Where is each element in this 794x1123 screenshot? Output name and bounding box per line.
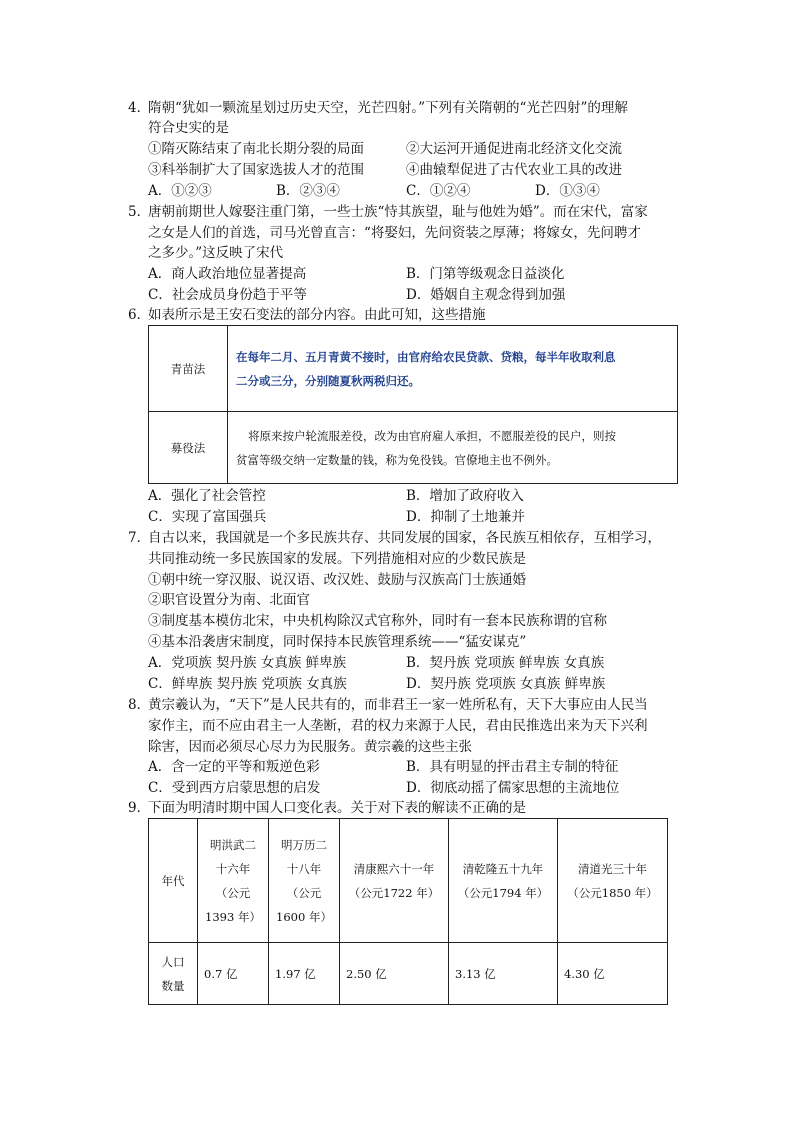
period-line: 清乾隆五十九年 (462, 861, 544, 876)
q4-option-a: A．①②③ (148, 183, 212, 199)
q6-option-c: C．实现了富国强兵 (148, 509, 267, 525)
q5-number: 5． (128, 204, 151, 220)
q8-stem-line1: 黄宗羲认为，“天下”是人民共有的，而非君王一家一姓所私有，天下大事应由人民当 (148, 697, 648, 713)
q4-item-2: ②大运河开通促进南北经济文化交流 (406, 141, 622, 157)
q7-item-4: ④基本沿袭唐宋制度，同时保持本民族管理系统——“猛安谋克” (148, 634, 527, 650)
population-value: 1.97 亿 (269, 943, 340, 1005)
q7-item-3: ③制度基本模仿北宋，中央机构除汉式官称外，同时有一套本民族称谓的官称 (148, 613, 607, 629)
period-line: 1600 年） (276, 909, 332, 924)
q7-item-2: ②职官设置分为南、北面官 (148, 592, 310, 608)
q8-option-d: D．彻底动摇了儒家思想的主流地位 (406, 780, 620, 796)
q6-number: 6． (128, 307, 151, 323)
table-row (149, 326, 678, 412)
period-line: （公元 (215, 885, 251, 900)
population-value: 4.30 亿 (558, 943, 668, 1005)
q5-stem-line1: 唐朝前期世人嫁娶注重门第，一些士族“恃其族望，耻与他姓为婚”。而在宋代，富家 (148, 204, 648, 220)
q4-number: 4． (128, 100, 151, 116)
period-line: （公元1850 年） (567, 885, 658, 900)
period-line: 十八年 (286, 861, 322, 876)
reform-name-muyi: 募役法 (149, 412, 228, 484)
period-line: 十六年 (215, 861, 251, 876)
reform-desc-line1: 将原来按户轮流服差役，改为由官府雇人承担，不愿服差役的民户，则按 (248, 428, 616, 443)
q5-option-c: C．社会成员身份趋于平等 (148, 287, 307, 303)
period-line: 明万历二 (281, 837, 327, 852)
q7-number: 7． (128, 530, 151, 546)
reform-desc-qingmiao (228, 326, 678, 412)
header-era: 年代 (149, 819, 198, 943)
reform-desc-line1: 在每年二月、五月青黄不接时，由官府给农民贷款、贷粮，每半年收取利息 (236, 349, 616, 364)
q6-reform-table (148, 325, 678, 484)
q8-number: 8． (128, 697, 151, 713)
q7-option-a: A．党项族 契丹族 女真族 鲜卑族 (148, 655, 347, 671)
q5-option-d: D．婚姻自主观念得到加强 (406, 287, 566, 303)
q7-stem-line1: 自古以来，我国就是一个多民族共存、共同发展的国家，各民族互相依存，互相学习， (148, 530, 661, 546)
q9-stem: 下面为明清时期中国人口变化表。关于对下表的解读不正确的是 (148, 800, 526, 816)
period-cell (449, 819, 558, 943)
q6-option-d: D．抑制了土地兼并 (406, 509, 525, 525)
q8-option-a: A．含一定的平等和叛逆色彩 (148, 759, 320, 775)
q7-option-c: C．鲜卑族 契丹族 党项族 女真族 (148, 676, 347, 692)
q6-option-a: A．强化了社会管控 (148, 488, 266, 504)
period-cell (198, 819, 269, 943)
q8-option-b: B．具有明显的抨击君主专制的特征 (406, 759, 619, 775)
reform-desc-muyi (228, 412, 678, 484)
q4-option-c: C．①②④ (406, 183, 471, 199)
period-line: 明洪武二 (210, 837, 256, 852)
reform-name-qingmiao: 青苗法 (149, 326, 228, 412)
q4-item-4: ④曲辕犁促进了古代农业工具的改进 (406, 162, 622, 178)
population-value: 3.13 亿 (449, 943, 558, 1005)
period-line: 清康熙六十一年 (353, 861, 435, 876)
q9-number: 9． (128, 800, 151, 816)
period-cell (558, 819, 668, 943)
q8-option-c: C．受到西方启蒙思想的启发 (148, 780, 321, 796)
period-line: 清道光三十年 (578, 861, 647, 876)
reform-desc-line2: 贫富等级交纳一定数量的钱，称为免役钱。官僚地主也不例外。 (236, 452, 558, 467)
population-value: 2.50 亿 (340, 943, 449, 1005)
period-cell (340, 819, 449, 943)
period-line: （公元1722 年） (348, 885, 440, 900)
q5-option-a: A．商人政治地位显著提高 (148, 266, 307, 282)
table-row (149, 819, 668, 943)
q7-item-1: ①朝中统一穿汉服、说汉语、改汉姓、鼓励与汉族高门士族通婚 (148, 572, 526, 588)
q4-option-b: B．②③④ (276, 183, 340, 199)
q6-stem: 如表所示是王安石变法的部分内容。由此可知，这些措施 (148, 307, 486, 323)
q7-stem-line2: 共同推动统一多民族国家的发展。下列措施相对应的少数民族是 (148, 551, 526, 567)
q9-population-table (148, 818, 668, 1005)
q4-stem-line1: 隋朝“犹如一颗流星划过历史天空，光芒四射。”下列有关隋朝的“光芒四射”的理解 (148, 100, 628, 116)
q7-option-d: D．契丹族 党项族 女真族 鲜卑族 (406, 676, 606, 692)
q4-item-1: ①隋灭陈结束了南北长期分裂的局面 (148, 141, 364, 157)
q8-stem-line2: 家作主，而不应由君主一人垄断，君的权力来源于人民，君由民推选出来为天下兴利 (148, 718, 648, 734)
q5-stem-line3: 之多少。”这反映了宋代 (148, 245, 284, 261)
q4-stem-line2: 符合史实的是 (148, 120, 229, 136)
table-row (149, 943, 668, 1005)
header-line: 人口 (161, 954, 185, 969)
table-row (149, 412, 678, 484)
q4-option-d: D．①③④ (535, 183, 600, 199)
header-line: 数量 (161, 978, 185, 993)
population-value: 0.7 亿 (198, 943, 269, 1005)
q6-option-b: B．增加了政府收入 (406, 488, 524, 504)
period-line: 1393 年） (205, 909, 261, 924)
q7-option-b: B．契丹族 党项族 鲜卑族 女真族 (406, 655, 605, 671)
header-population (149, 943, 198, 1005)
period-line: （公元 (286, 885, 322, 900)
q4-item-3: ③科举制扩大了国家选拔人才的范围 (148, 162, 364, 178)
reform-desc-line2: 二分或三分，分别随夏秋两税归还。 (236, 373, 420, 388)
period-cell (269, 819, 340, 943)
q5-option-b: B．门第等级观念日益淡化 (406, 266, 565, 282)
period-line: （公元1794 年） (457, 885, 549, 900)
q5-stem-line2: 之女是人们的首选，司马光曾直言：“将娶妇，先问资装之厚薄；将嫁女，先问聘才 (148, 225, 641, 241)
q8-stem-line3: 除害，因而必须尽心尽力为民服务。黄宗羲的这些主张 (148, 739, 472, 755)
